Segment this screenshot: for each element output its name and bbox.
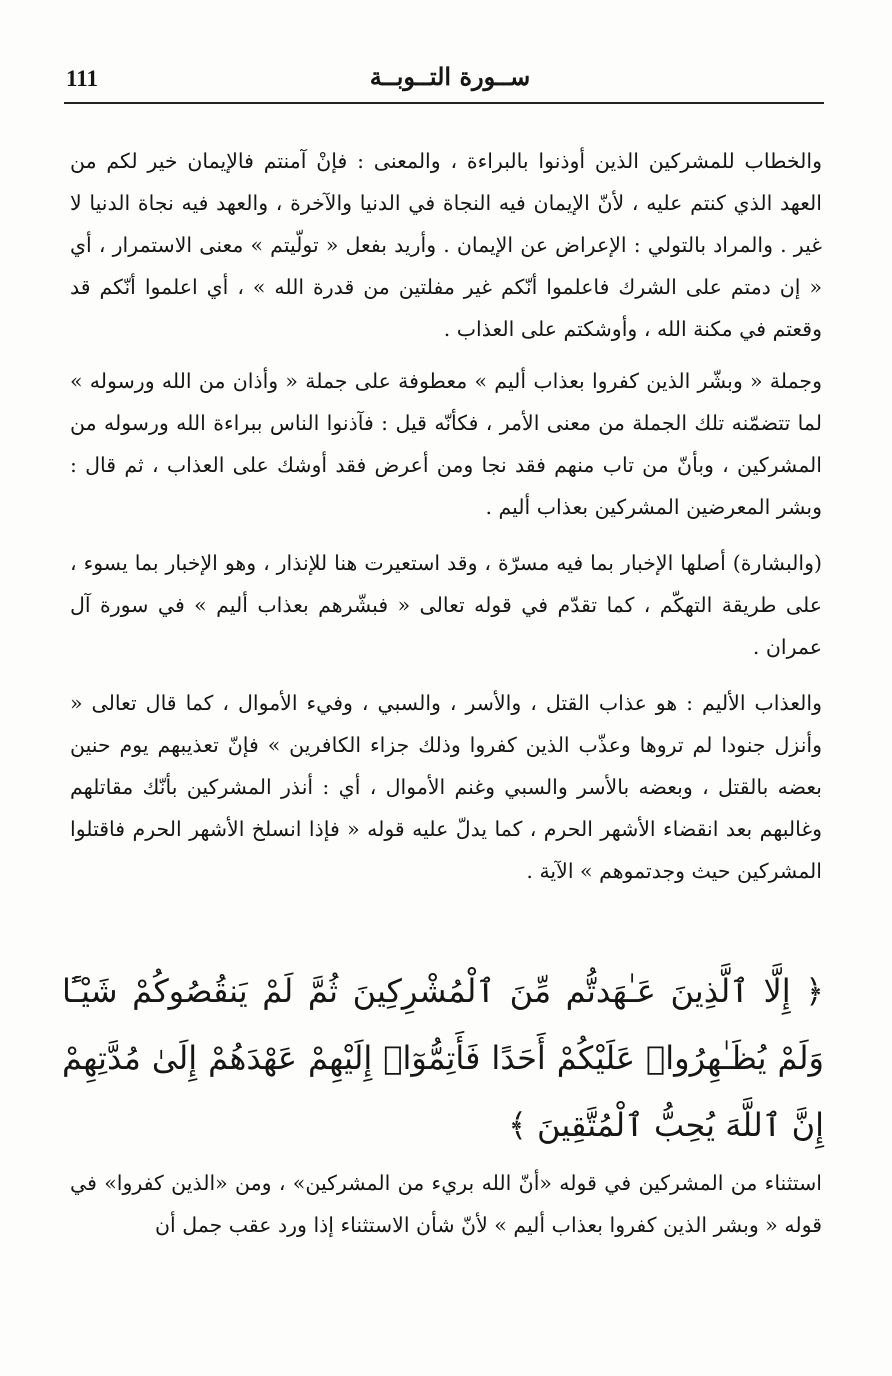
running-title: ســورة التــوبــة	[369, 62, 531, 91]
page-number: 111	[66, 66, 98, 91]
paragraph-4: والعذاب الأليم : هو عذاب القتل ، والأسر ، والسبي ، وفيء الأموال ، كما قال تعالى « وأنزل جنودا لم تروها وعذّب الذين كفروا وذلك جزاء الكافرين » فإنّ تعذيبهم يوم حنين بعضه بالقتل ، وبعضه بالأسر والسبي وغنم الأموال ، أي : أنذر المشركين بأنّك مقاتلهم وغالبهم بعد انقضاء الأشهر الحرم ، كما يدلّ عليه قوله « فإذا انسلخ الأشهر الحرم فاقتلوا المشركين حيث وجدتموهم » الآية .	[70, 691, 822, 883]
paragraph-3: (والبشارة) أصلها الإخبار بما فيه مسرّة ، وقد استعيرت هنا للإنذار ، وهو الإخبار بما يسوء ، على طريقة التهكّم ، كما تقدّم في قوله تعالى « فبشّرهم بعذاب أليم » في سورة آل عمران .	[70, 551, 822, 659]
paragraph-1: والخطاب للمشركين الذين أوذنوا بالبراءة ، والمعنى : فإنْ آمنتم فالإيمان خير لكم من العهد الذي كنتم عليه ، لأنّ الإيمان فيه النجاة في الدنيا والآخرة ، والعهد فيه نجاة الدنيا لا غير . والمراد بالتولي : الإعراض عن الإيمان . وأريد بفعل « تولّيتم » معنى الاستمرار ، أي « إن دمتم على الشرك فاعلموا أنّكم غير مفلتين من قدرة الله » ، أي اعلموا أنّكم قد وقعتم في مكنة الله ، وأوشكتم على العذاب .	[70, 149, 822, 341]
paragraph-5: استثناء من المشركين في قوله «أنّ الله بريء من المشركين» ، ومن «الذين كفروا» في قوله « وبشر الذين كفروا بعذاب أليم » لأنّ شأن الاستثناء إذا ورد عقب جمل أن	[70, 1171, 822, 1237]
header-rule	[64, 102, 824, 104]
paragraph-2: وجملة « وبشّر الذين كفروا بعذاب أليم » معطوفة على جملة « وأذان من الله ورسوله » لما تتضمّنه تلك الجملة من معنى الأمر ، فكأنّه قيل : فآذنوا الناس ببراءة الله ورسوله من المشركين ، وبأنّ من تاب منهم فقد نجا ومن أعرض فقد أوشك على العذاب ، ثم قال : وبشر المعرضين المشركين بعذاب أليم .	[70, 369, 822, 519]
quran-verse: ﴿ إِلَّا ٱلَّذِينَ عَـٰهَدتُّم مِّنَ ٱلْمُشْرِكِينَ ثُمَّ لَمْ يَنقُصُوكُمْ شَيْـًٔا وَلَمْ يُظَـٰهِرُوا۟ عَلَيْكُمْ أَحَدًا فَأَتِمُّوٓا۟ إِلَيْهِمْ عَهْدَهُمْ إِلَىٰ مُدَّتِهِمْ إِنَّ ٱللَّهَ يُحِبُّ ٱلْمُتَّقِينَ ﴾	[62, 972, 824, 1144]
